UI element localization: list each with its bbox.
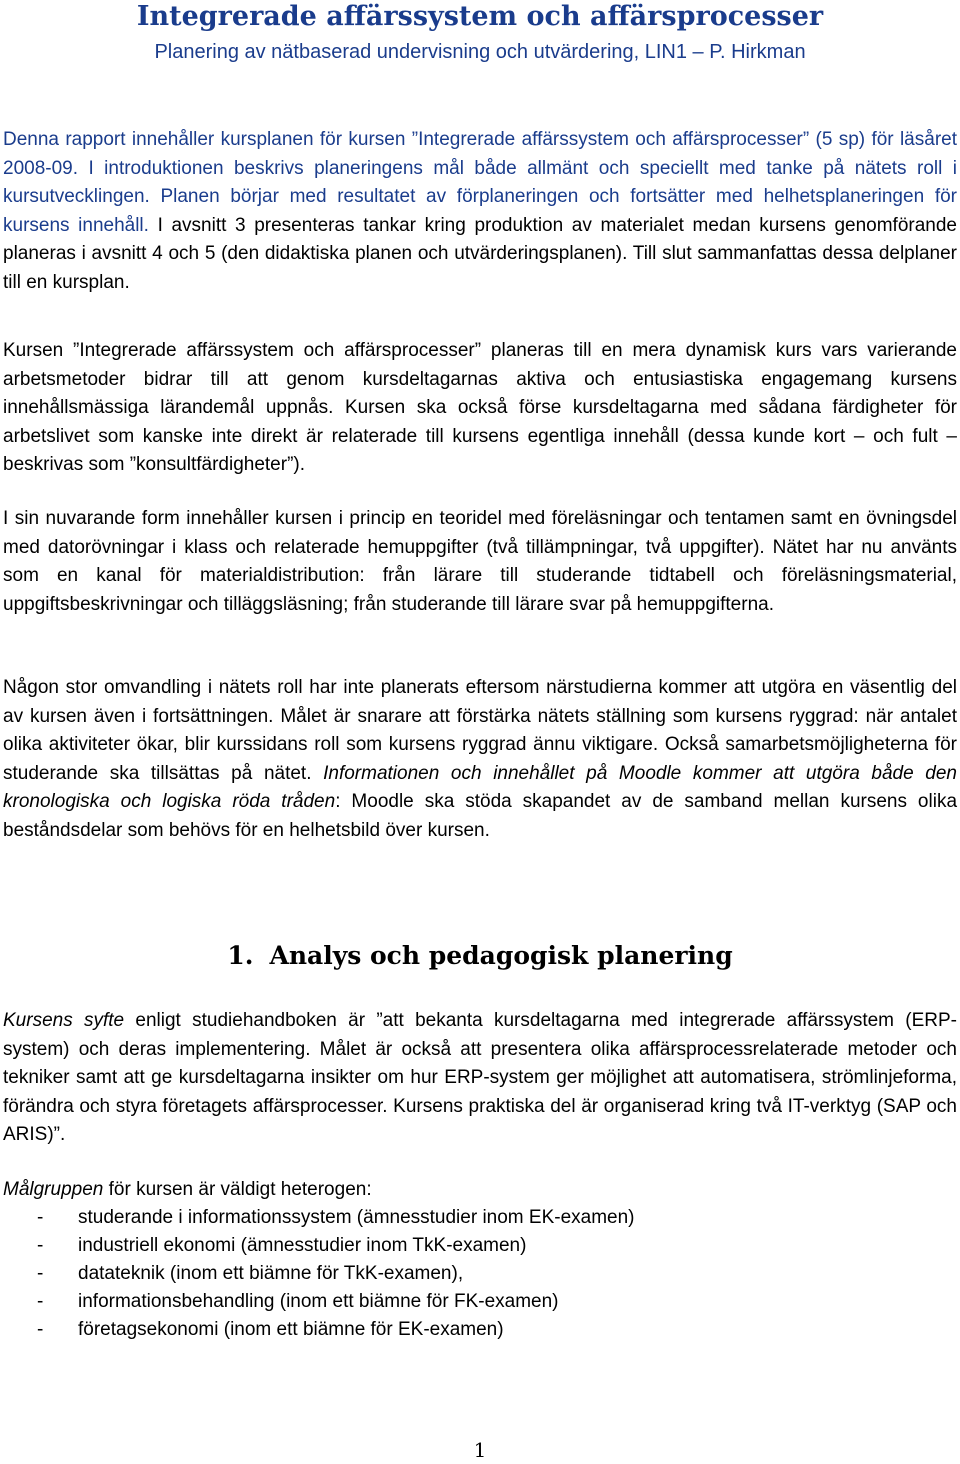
list-item (3, 1316, 903, 1344)
list-dash: - (37, 1319, 44, 1340)
section-heading (0, 938, 960, 974)
list-item (3, 1260, 903, 1288)
list-item (3, 1288, 903, 1316)
paragraph-net-role (3, 674, 957, 845)
intro-text-blue: Denna rapport innehåller kursplanen för kursen ”Integrerade affärssystem och affärsprocesser” (5 sp) för läsåret 2008-09. I introduktionen beskrivs planeringens mål både allmänt och speciellt med tanke på nätets roll i kursutvecklingen. Planen börjar med resultatet av förplaneringen och fortsätter med helhetsplaneringen för kursens innehåll. (3, 129, 957, 236)
target-group-label: Målgruppen (3, 1179, 104, 1200)
intro-paragraph (3, 126, 957, 297)
section-title: Analys och pedagogisk planering (269, 941, 733, 970)
list-dash: - (37, 1291, 44, 1312)
list-item-text: studerande i informationssystem (ämnesstudier inom EK-examen) (78, 1207, 635, 1228)
section-number: 1. (227, 941, 254, 970)
net-role-text-emphasis: Informationen och innehållet på Moodle kommer att utgöra både den kronologiska och logiska röda tråden (3, 762, 957, 812)
list-dash: - (37, 1207, 44, 1228)
paragraph-course-purpose (3, 1007, 957, 1150)
list-item-text: informationsbehandling (inom ett biämne för FK-examen) (78, 1291, 559, 1312)
list-item-text: industriell ekonomi (ämnesstudier inom TkK-examen) (78, 1235, 527, 1256)
list-dash: - (37, 1235, 44, 1256)
list-item-text: datateknik (inom ett biämne för TkK-examen), (78, 1263, 464, 1284)
document-subtitle: Planering av nätbaserad undervisning och utvärdering, LIN1 – P. Hirkman (154, 41, 806, 63)
paragraph-course-dynamics: Kursen ”Integrerade affärssystem och affärsprocesser” planeras till en mera dynamisk kurs vars varierande arbetsmetoder bidrar till att genom kursdeltagarnas aktiva och entusiastiska engagemang kursens innehållsmässiga lärandemål uppnås. Kursen ska också förse kursdeltagarna med sådana färdigheter för arbetslivet som kanske inte direkt är relaterade till kursens egentliga innehåll (dessa kunde kort – och fult – beskrivas som ”konsultfärdigheter”). (3, 340, 957, 475)
course-purpose-text: enligt studiehandboken är ”att bekanta kursdeltagarna med integrerade affärssystem (ERP-system) och deras implementering. Målet är också att presentera olika affärsprocessrelaterade metoder och tekniker samt att ge kursdeltagarna insikter om hur ERP-system ger möjlighet att automatisera, strömlinjeforma, förändra och styra företagets affärsprocesser. Kursens praktiska del är organiserad kring två IT-verktyg (SAP och ARIS)”. (3, 1010, 957, 1145)
paragraph-current-form: I sin nuvarande form innehåller kursen i princip en teoridel med föreläsningar och tentamen samt en övningsdel med datorövningar i klass och relaterade hemuppgifter (två tillämpningar, två uppgifter). Nätet har nu använts som en kanal för materialdistribution: från lärare till studerande tidtabell och föreläsningsmaterial, uppgiftsbeskrivningar och tilläggsläsning; från studerande till lärare svar på hemuppgifterna. (3, 508, 957, 615)
list-item (3, 1204, 903, 1232)
target-group-list (3, 1204, 903, 1344)
intro-text-black: I avsnitt 3 presenteras tankar kring produktion av materialet medan kursens genomförande planeras i avsnitt 4 och 5 (den didaktiska planen och utvärderingsplanen). Till slut sammanfattas dessa delplaner till en kursplan. (3, 214, 957, 293)
list-dash: - (37, 1263, 44, 1284)
list-item (3, 1232, 903, 1260)
document-title: Integrerade affärssystem och affärsprocesser (136, 1, 824, 32)
list-item-text: företagsekonomi (inom ett biämne för EK-examen) (78, 1319, 504, 1340)
page-number: 1 (473, 1438, 487, 1462)
net-role-text-b: : Moodle ska stöda skapandet av de samband mellan kursens olika beståndsdelar som behövs för en helhetsbild över kursen. (3, 791, 958, 841)
net-role-text-a: Någon stor omvandling i nätets roll har inte planerats eftersom närstudierna kommer att utgöra en väsentlig del av kursen även i fortsättningen. Målet är snarare att förstärka nätets ställning som kursens ryggrad: när antalet olika aktiviteter ökar, blir kurssidans roll som kursens ryggrad ännu viktigare. Också samarbetsmöjligheterna för studerande ska tillsättas på nätet. (3, 677, 957, 784)
paragraph-target-group (3, 1176, 957, 1205)
course-purpose-label: Kursens syfte (3, 1010, 125, 1031)
target-group-text: för kursen är väldigt heterogen: (103, 1179, 372, 1200)
